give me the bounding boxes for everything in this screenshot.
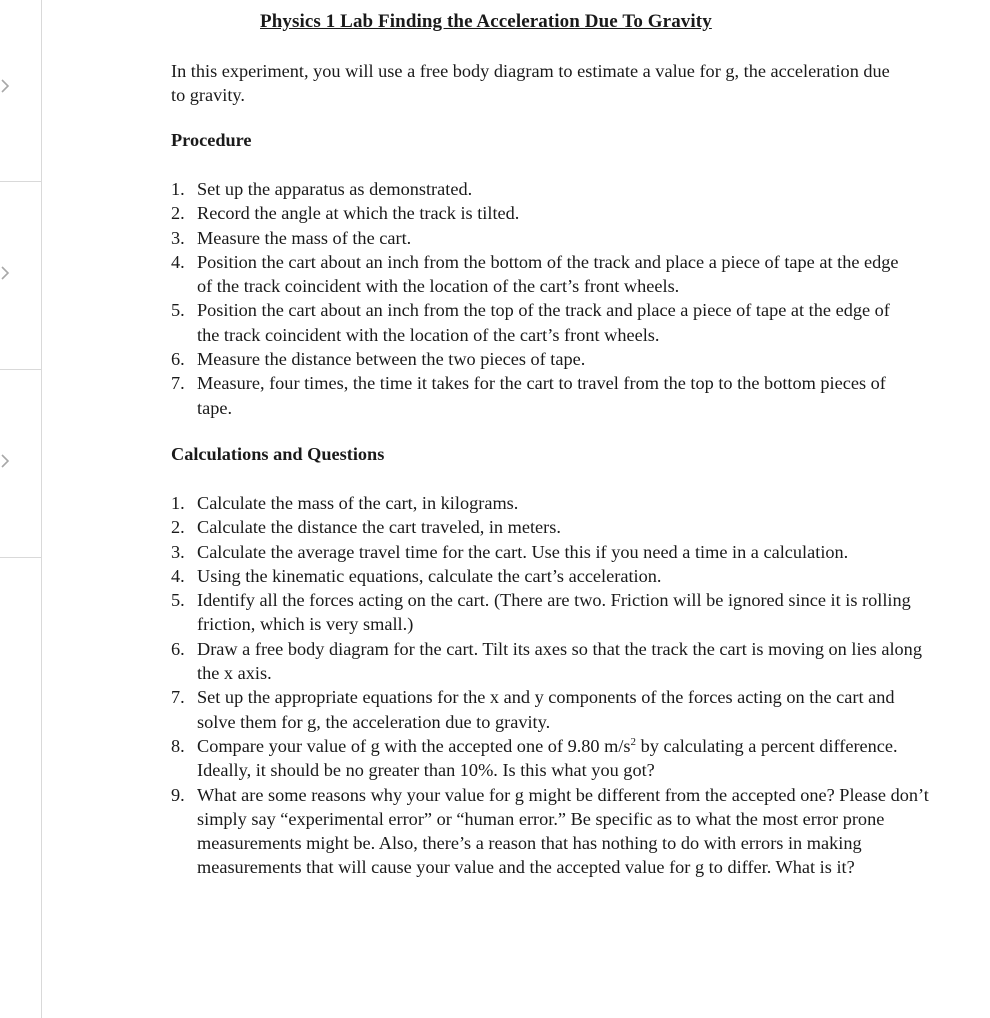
list-item-text-part: by calculating a percent difference. Ideally, it should be no greater than 10%. Is this what you got? xyxy=(197,735,898,781)
list-item-text-part: Compare your value of g with the accepted one of 9.80 m/s xyxy=(197,735,631,756)
list-item-number: 5. xyxy=(171,590,185,611)
list-item xyxy=(171,685,931,734)
gutter-divider xyxy=(0,369,41,370)
list-item-text: Calculate the average travel time for the cart. Use this if you need a time in a calculation. xyxy=(197,541,849,562)
list-item-text: What are some reasons why your value for g might be different from the accepted one? Please don’t simply say “experimental error” or “human error.” Be specific as to what the most error prone measurements might be. Also, there’s a reason that has nothing to do with errors in making measurements that will cause your value and the accepted value for g to differ. What is it? xyxy=(197,784,929,878)
list-item-number: 4. xyxy=(171,565,185,586)
list-item-text: Position the cart about an inch from the bottom of the track and place a piece of tape at the edge of the track coincident with the location of the cart’s front wheels. xyxy=(197,251,899,297)
document-title: Physics 1 Lab Finding the Acceleration Due To Gravity xyxy=(260,11,712,32)
list-item-text: Measure, four times, the time it takes for the cart to travel from the top to the bottom pieces of tape. xyxy=(197,373,886,418)
list-item-number: 2. xyxy=(171,203,185,224)
list-item-number: 3. xyxy=(171,227,185,248)
list-item xyxy=(171,298,911,347)
document-page xyxy=(41,0,990,1018)
list-item-number: 1. xyxy=(171,493,185,513)
list-item xyxy=(171,250,911,299)
section-gutter xyxy=(0,0,42,1018)
list-item xyxy=(171,491,931,515)
chevron-right-icon[interactable] xyxy=(0,454,10,468)
list-item xyxy=(171,783,931,880)
chevron-right-icon[interactable] xyxy=(0,79,10,93)
list-item-number: 8. xyxy=(171,735,185,756)
list-item-number: 9. xyxy=(171,784,185,805)
list-item xyxy=(171,564,931,588)
list-item xyxy=(171,177,911,201)
list-item xyxy=(171,637,931,686)
list-item-text: Record the angle at which the track is tilted. xyxy=(197,203,520,224)
list-item xyxy=(171,347,911,371)
list-item-number: 1. xyxy=(171,179,185,199)
list-item xyxy=(171,226,911,250)
list-item-text: Measure the mass of the cart. xyxy=(197,227,412,248)
list-item xyxy=(171,201,911,225)
calculations-list xyxy=(171,491,931,880)
list-item-number: 6. xyxy=(171,349,185,370)
list-item-text: Measure the distance between the two pieces of tape. xyxy=(197,349,586,370)
chevron-right-icon[interactable] xyxy=(0,266,10,280)
list-item xyxy=(171,734,931,783)
list-item xyxy=(171,515,931,539)
list-item-text: Draw a free body diagram for the cart. Tilt its axes so that the track the cart is moving on lies along the x axis. xyxy=(197,638,922,684)
superscript: 2 xyxy=(630,735,637,748)
list-item-text: Identify all the forces acting on the cart. (There are two. Friction will be ignored since it is rolling friction, which is very small.) xyxy=(197,590,911,635)
list-item-number: 2. xyxy=(171,517,185,538)
list-item-number: 7. xyxy=(171,687,185,708)
list-item xyxy=(171,540,931,564)
gutter-divider xyxy=(0,557,41,558)
calculations-heading: Calculations and Questions xyxy=(171,444,385,464)
intro-paragraph: In this experiment, you will use a free body diagram to estimate a value for g, the acceleration due to gravity. xyxy=(171,61,890,105)
list-item-number: 6. xyxy=(171,638,185,659)
list-item-text: Set up the appropriate equations for the x and y components of the forces acting on the cart and solve them for g, the acceleration due to gravity. xyxy=(197,687,895,732)
list-item-text: Position the cart about an inch from the top of the track and place a piece of tape at the edge of the track coincident with the location of the cart’s front wheels. xyxy=(197,300,890,345)
list-item-number: 7. xyxy=(171,373,185,394)
list-item-number: 4. xyxy=(171,251,185,272)
list-item-text: Calculate the mass of the cart, in kilograms. xyxy=(197,493,519,513)
list-item-text: Using the kinematic equations, calculate the cart’s acceleration. xyxy=(197,565,662,586)
list-item-number: 5. xyxy=(171,300,185,321)
procedure-list xyxy=(171,177,911,420)
gutter-divider xyxy=(0,181,41,182)
procedure-heading: Procedure xyxy=(171,130,252,150)
list-item-text: Set up the apparatus as demonstrated. xyxy=(197,179,473,199)
list-item-text: Calculate the distance the cart traveled, in meters. xyxy=(197,517,561,538)
list-item-number: 3. xyxy=(171,541,185,562)
list-item xyxy=(171,588,931,637)
list-item-text xyxy=(197,736,898,780)
list-item xyxy=(171,371,911,420)
